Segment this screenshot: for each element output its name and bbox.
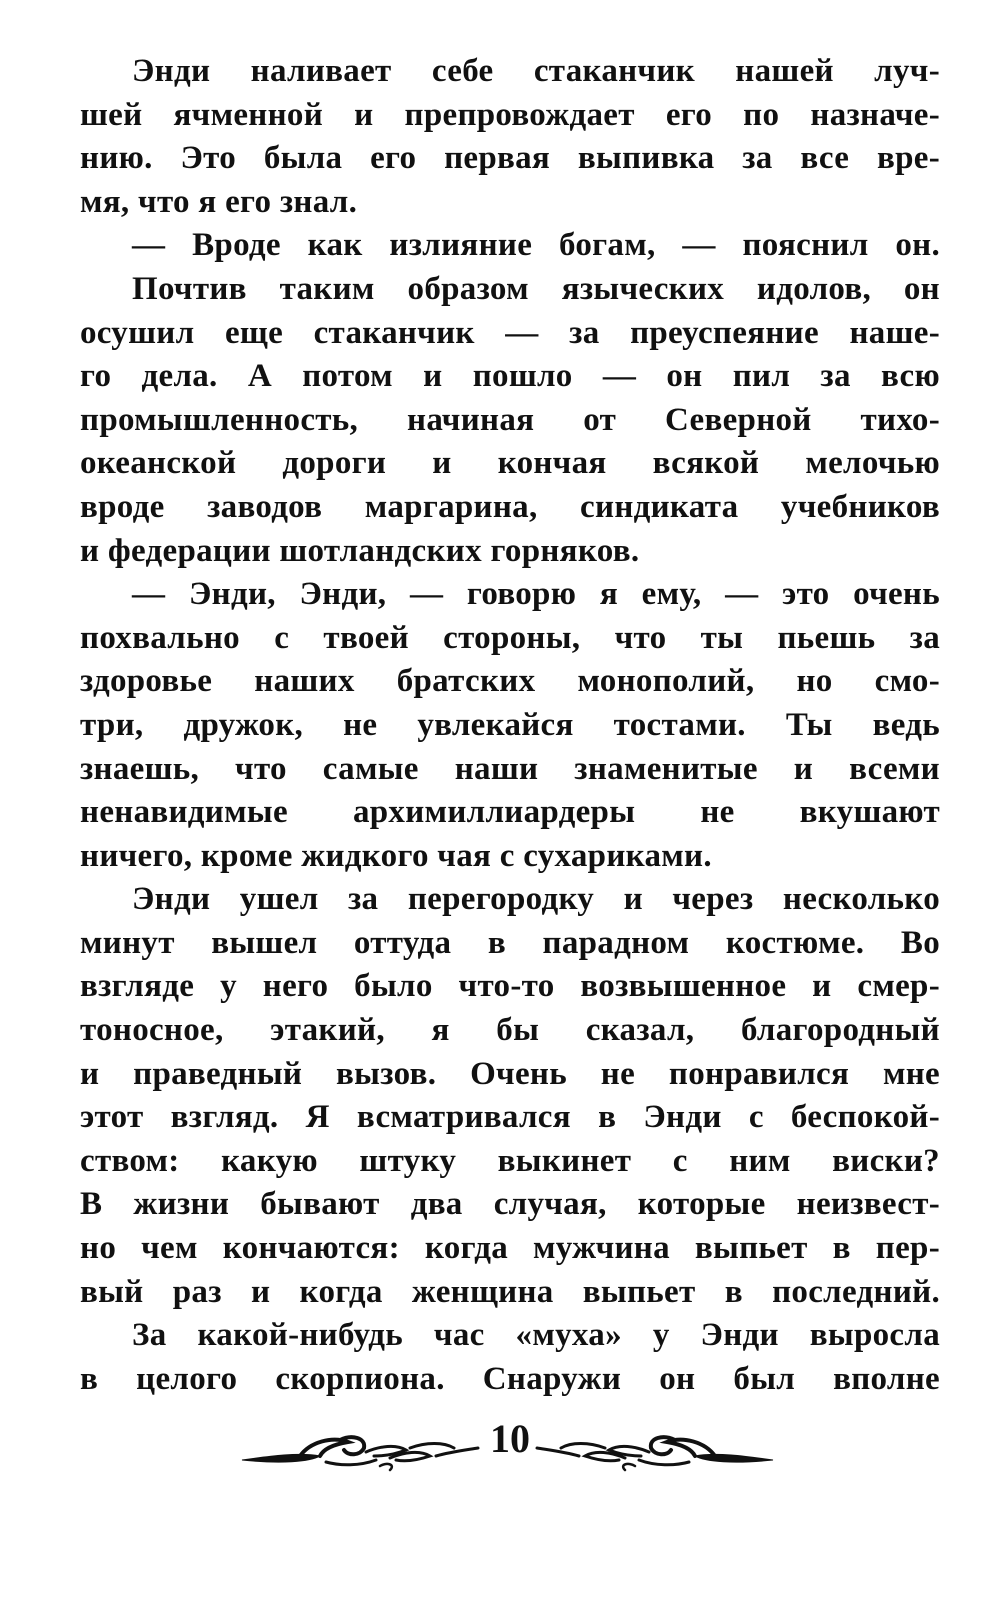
text-line: мя, что я его знал. xyxy=(80,183,358,220)
text-line: здоровье наших братских монополий, но смо- xyxy=(80,663,940,700)
text-line: го дела. А потом и пошло — он пил за всю xyxy=(80,358,940,395)
text-line: ничего, кроме жидкого чая с сухариками. xyxy=(80,837,712,874)
text-line: похвально с твоей стороны, что ты пьешь за xyxy=(80,619,940,656)
text-line: вроде заводов маргарина, синдиката учебников xyxy=(80,488,940,525)
flourish-ornament-right-icon xyxy=(535,1426,775,1476)
text-line: и федерации шотландских горняков. xyxy=(80,532,640,569)
text-line: три, дружок, не увлекайся тостами. Ты ведь xyxy=(80,706,940,743)
text-line: и праведный вызов. Очень не понравился мне xyxy=(80,1055,940,1092)
text-line: океанской дороги и кончая всякой мелочью xyxy=(80,445,940,482)
text-line: взгляде у него было что-то возвышенное и смер- xyxy=(80,968,940,1005)
text-line: осушил еще стаканчик — за преуспеяние наше- xyxy=(80,314,940,351)
text-line: — Энди, Энди, — говорю я ему, — это очень xyxy=(132,576,940,613)
text-line: но чем кончаются: когда мужчина выпьет в пер- xyxy=(80,1230,940,1267)
text-line: в целого скорпиона. Снаружи он был вполне xyxy=(80,1360,940,1397)
text-line: ством: какую штуку выкинет с ним виски? xyxy=(80,1142,940,1179)
text-line: Почтив таким образом языческих идолов, он xyxy=(132,270,940,307)
text-line: минут вышел оттуда в парадном костюме. Во xyxy=(80,924,940,961)
flourish-ornament-left-icon xyxy=(240,1426,480,1476)
text-line: тоносное, этакий, я бы сказал, благородный xyxy=(80,1012,940,1049)
page-number: 10 xyxy=(490,1416,530,1461)
text-line: знаешь, что самые наши знаменитые и всеми xyxy=(80,750,940,787)
text-line: — Вроде как излияние богам, — пояснил он. xyxy=(132,227,940,264)
text-line: За какой-нибудь час «муха» у Энди выросла xyxy=(132,1317,940,1354)
page-footer xyxy=(0,1408,1000,1498)
page-text xyxy=(80,50,940,1401)
text-line: этот взгляд. Я всматривался в Энди с беспокой- xyxy=(80,1099,940,1136)
text-line: ненавидимые архимиллиардеры не вкушают xyxy=(80,794,940,831)
text-line: нию. Это была его первая выпивка за все вре- xyxy=(80,140,940,177)
text-line: шей ячменной и препровождает его по назначе- xyxy=(80,96,940,133)
text-line: вый раз и когда женщина выпьет в последний. xyxy=(80,1273,940,1310)
text-line: Энди ушел за перегородку и через несколько xyxy=(132,881,940,918)
text-line: Энди наливает себе стаканчик нашей луч- xyxy=(132,53,940,89)
text-line: промышленность, начиная от Северной тихо- xyxy=(80,401,940,438)
text-line: В жизни бывают два случая, которые неизвест- xyxy=(80,1186,940,1223)
